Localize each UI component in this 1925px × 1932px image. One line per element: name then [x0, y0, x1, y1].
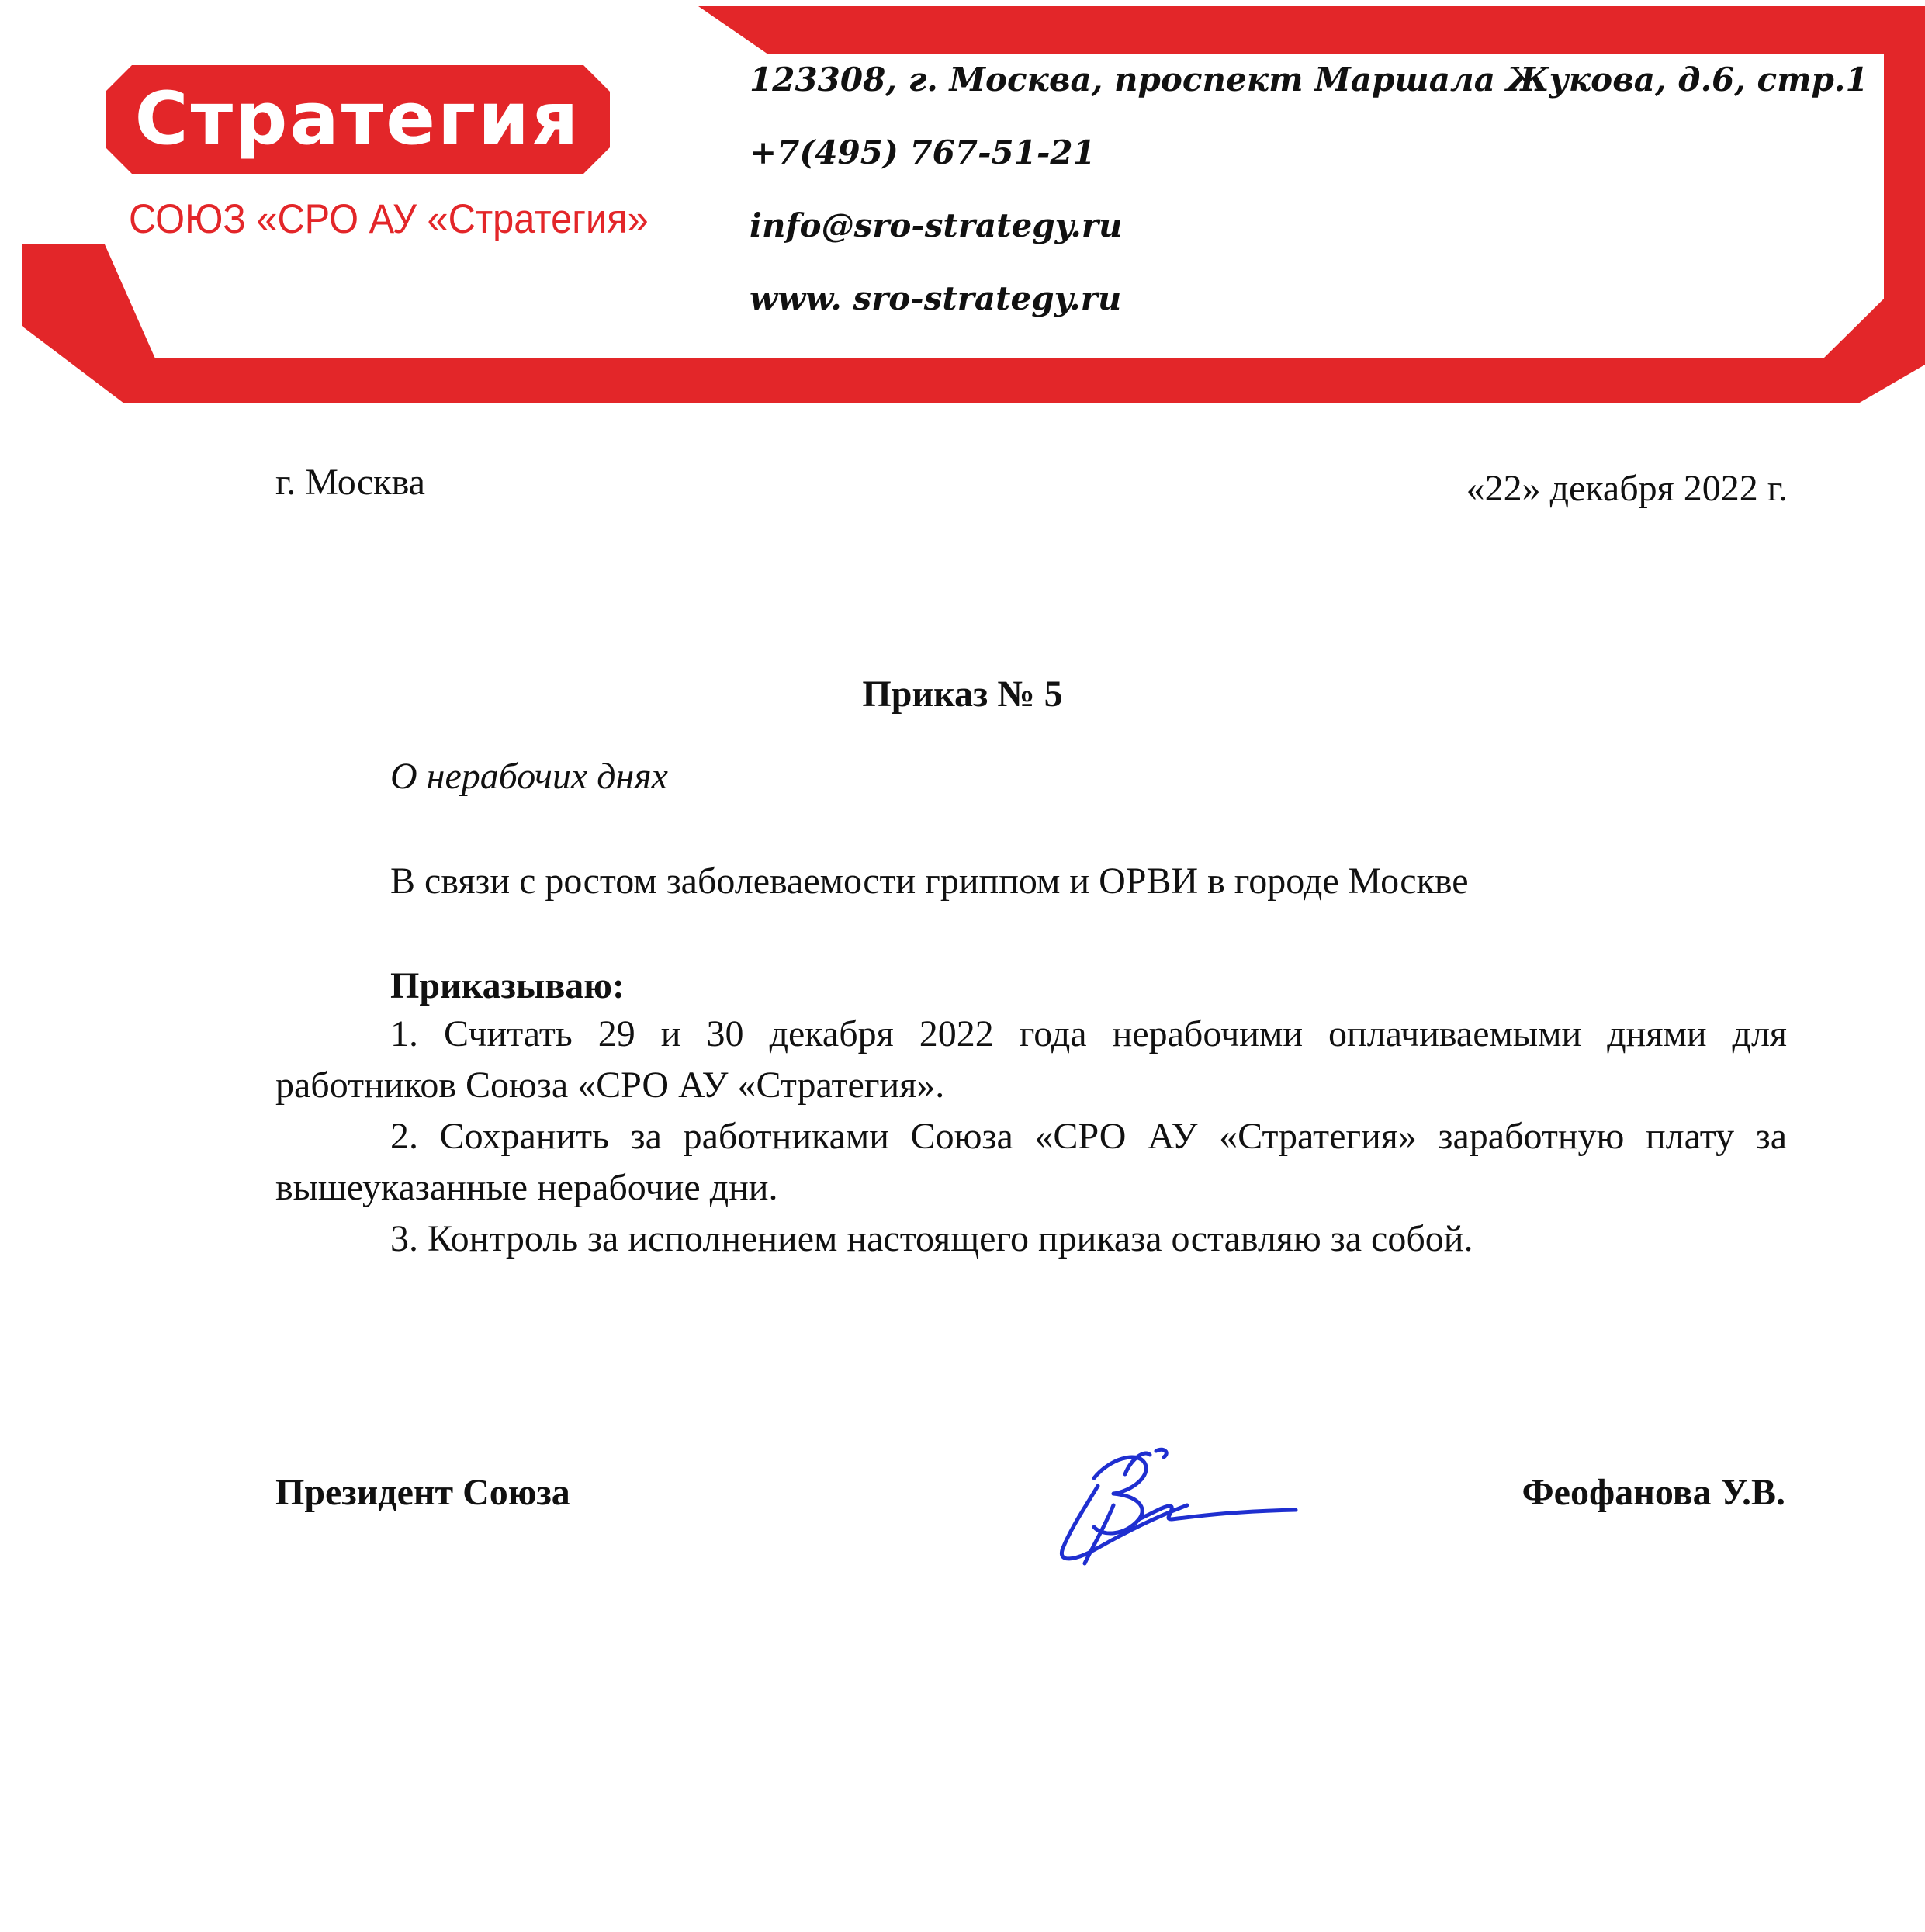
org-name: СОЮЗ «СРО АУ «Стратегия»	[129, 196, 649, 242]
order-item: 1. Считать 29 и 30 декабря 2022 года нерабочими оплачиваемыми днями для работников Союза «СРО АУ «Стратегия».	[275, 1013, 1787, 1106]
letterhead	[0, 0, 1925, 435]
logo-badge	[106, 65, 610, 174]
website: www. sro-strategy.ru	[750, 279, 1122, 317]
order-title: Приказ № 5	[862, 673, 1063, 715]
signer-role: Президент Союза	[275, 1472, 570, 1513]
order-subject: О нерабочих днях	[390, 756, 668, 797]
logo-text: Стратегия	[134, 77, 581, 161]
document-date: «22» декабря 2022 г.	[1466, 468, 1788, 509]
signer-name: Феофанова У.В.	[1522, 1472, 1785, 1513]
email: info@sro-strategy.ru	[750, 206, 1123, 244]
address: 123308, г. Москва, проспект Маршала Жукова, д.6, стр.1	[750, 61, 1868, 99]
contact-info	[750, 54, 1868, 346]
order-item: 2. Сохранить за работниками Союза «СРО АУ «Стратегия» заработную плату за вышеуказанные нерабочие дни.	[275, 1116, 1787, 1208]
handwritten-signature	[1040, 1420, 1335, 1575]
order-preamble: В связи с ростом заболеваемости гриппом и ОРВИ в городе Москве	[390, 860, 1469, 902]
decree-word: Приказываю:	[390, 965, 625, 1006]
order-item: 3. Контроль за исполнением настоящего приказа оставляю за собой.	[390, 1218, 1473, 1259]
phone: +7(495) 767-51-21	[750, 133, 1096, 171]
city: г. Москва	[275, 462, 425, 503]
order-items	[275, 1009, 1787, 1265]
